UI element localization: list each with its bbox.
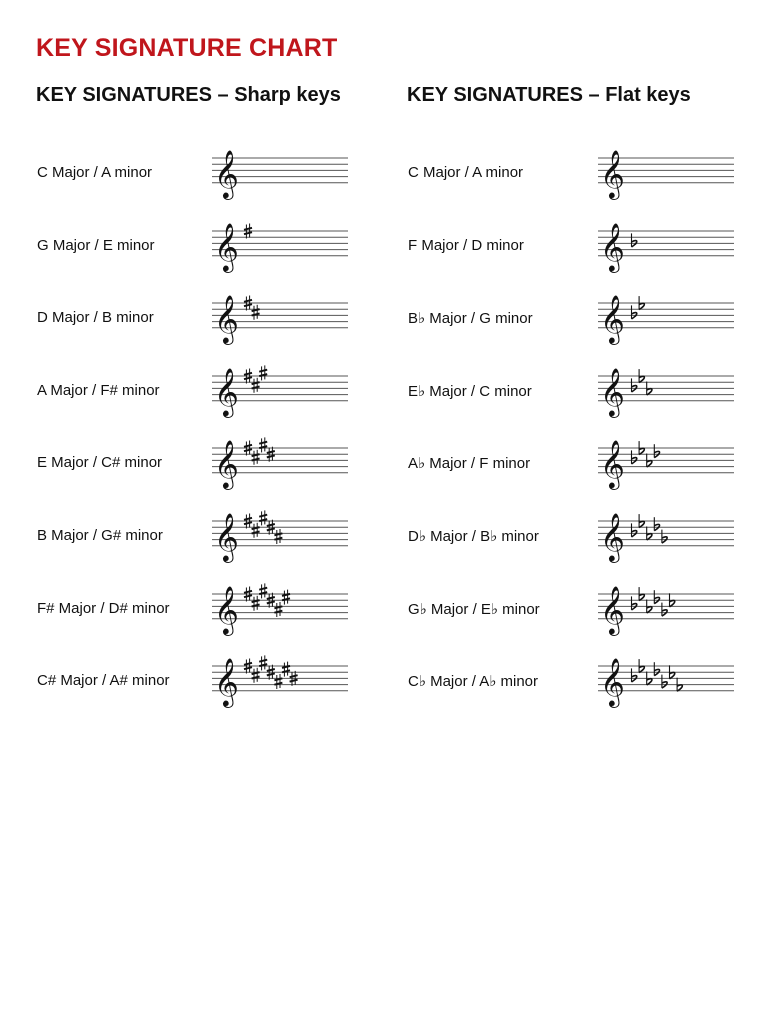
flat-icon [654,662,659,676]
treble-clef-icon: 𝄞 [600,148,625,198]
treble-clef-icon: 𝄞 [600,584,625,634]
treble-clef-icon: 𝄞 [600,656,625,706]
treble-clef-icon: 𝄞 [214,366,239,416]
flat-icon [654,517,659,531]
staff [598,217,734,273]
staff [598,434,734,490]
flat-icon [632,233,637,247]
key-label: E♭ Major / C minor [408,382,532,400]
treble-clef-icon: 𝄞 [214,584,239,634]
flat-icon [632,596,637,610]
staff [598,362,734,418]
flat-icon [662,530,667,544]
treble-clef-icon: 𝄞 [600,439,625,489]
key-label: C Major / A minor [37,164,153,181]
treble-clef-icon: 𝄞 [214,148,239,198]
flat-icon [632,669,637,683]
key-label: C# Major / A# minor [37,672,170,690]
staff [598,507,734,563]
flat-icon [654,590,659,604]
treble-clef-icon: 𝄞 [600,221,625,271]
key-label: E Major / C# minor [37,454,163,472]
flat-icon [632,523,637,537]
staff [598,580,734,636]
page-title: KEY SIGNATURE CHART [36,34,338,62]
flat-icon [632,306,637,320]
treble-clef-icon: 𝄞 [600,511,625,561]
key-label: F# Major / D# minor [37,599,170,617]
treble-clef-icon: 𝄞 [600,293,625,343]
key-label: B Major / G# minor [37,527,163,544]
flat-keys-heading: KEY SIGNATURES – Flat keys [407,84,691,106]
key-label: B♭ Major / G minor [408,310,533,328]
key-label: D Major / B minor [37,309,154,327]
staff [598,289,734,345]
treble-clef-icon: 𝄞 [214,293,239,343]
treble-clef-icon: 𝄞 [214,439,239,489]
flat-icon [632,451,637,465]
flat-icon [654,445,659,459]
flat-icon [632,378,637,392]
treble-clef-icon: 𝄞 [214,221,239,271]
key-label: G Major / E minor [37,236,155,254]
flat-icon [662,675,667,689]
key-label: C Major / A minor [408,164,524,181]
key-label: C♭ Major / A♭ minor [408,673,539,691]
flat-icon [662,602,667,616]
key-label: G♭ Major / E♭ minor [408,600,540,618]
key-label: D♭ Major / B♭ minor [408,528,539,545]
key-label: A Major / F# minor [37,381,160,399]
staff [598,652,734,708]
staff [598,144,734,200]
sharp-keys-heading: KEY SIGNATURES – Sharp keys [36,84,341,106]
treble-clef-icon: 𝄞 [214,656,239,706]
key-label: F Major / D minor [408,236,524,254]
treble-clef-icon: 𝄞 [600,366,625,416]
treble-clef-icon: 𝄞 [214,511,239,561]
key-label: A♭ Major / F minor [408,455,531,473]
